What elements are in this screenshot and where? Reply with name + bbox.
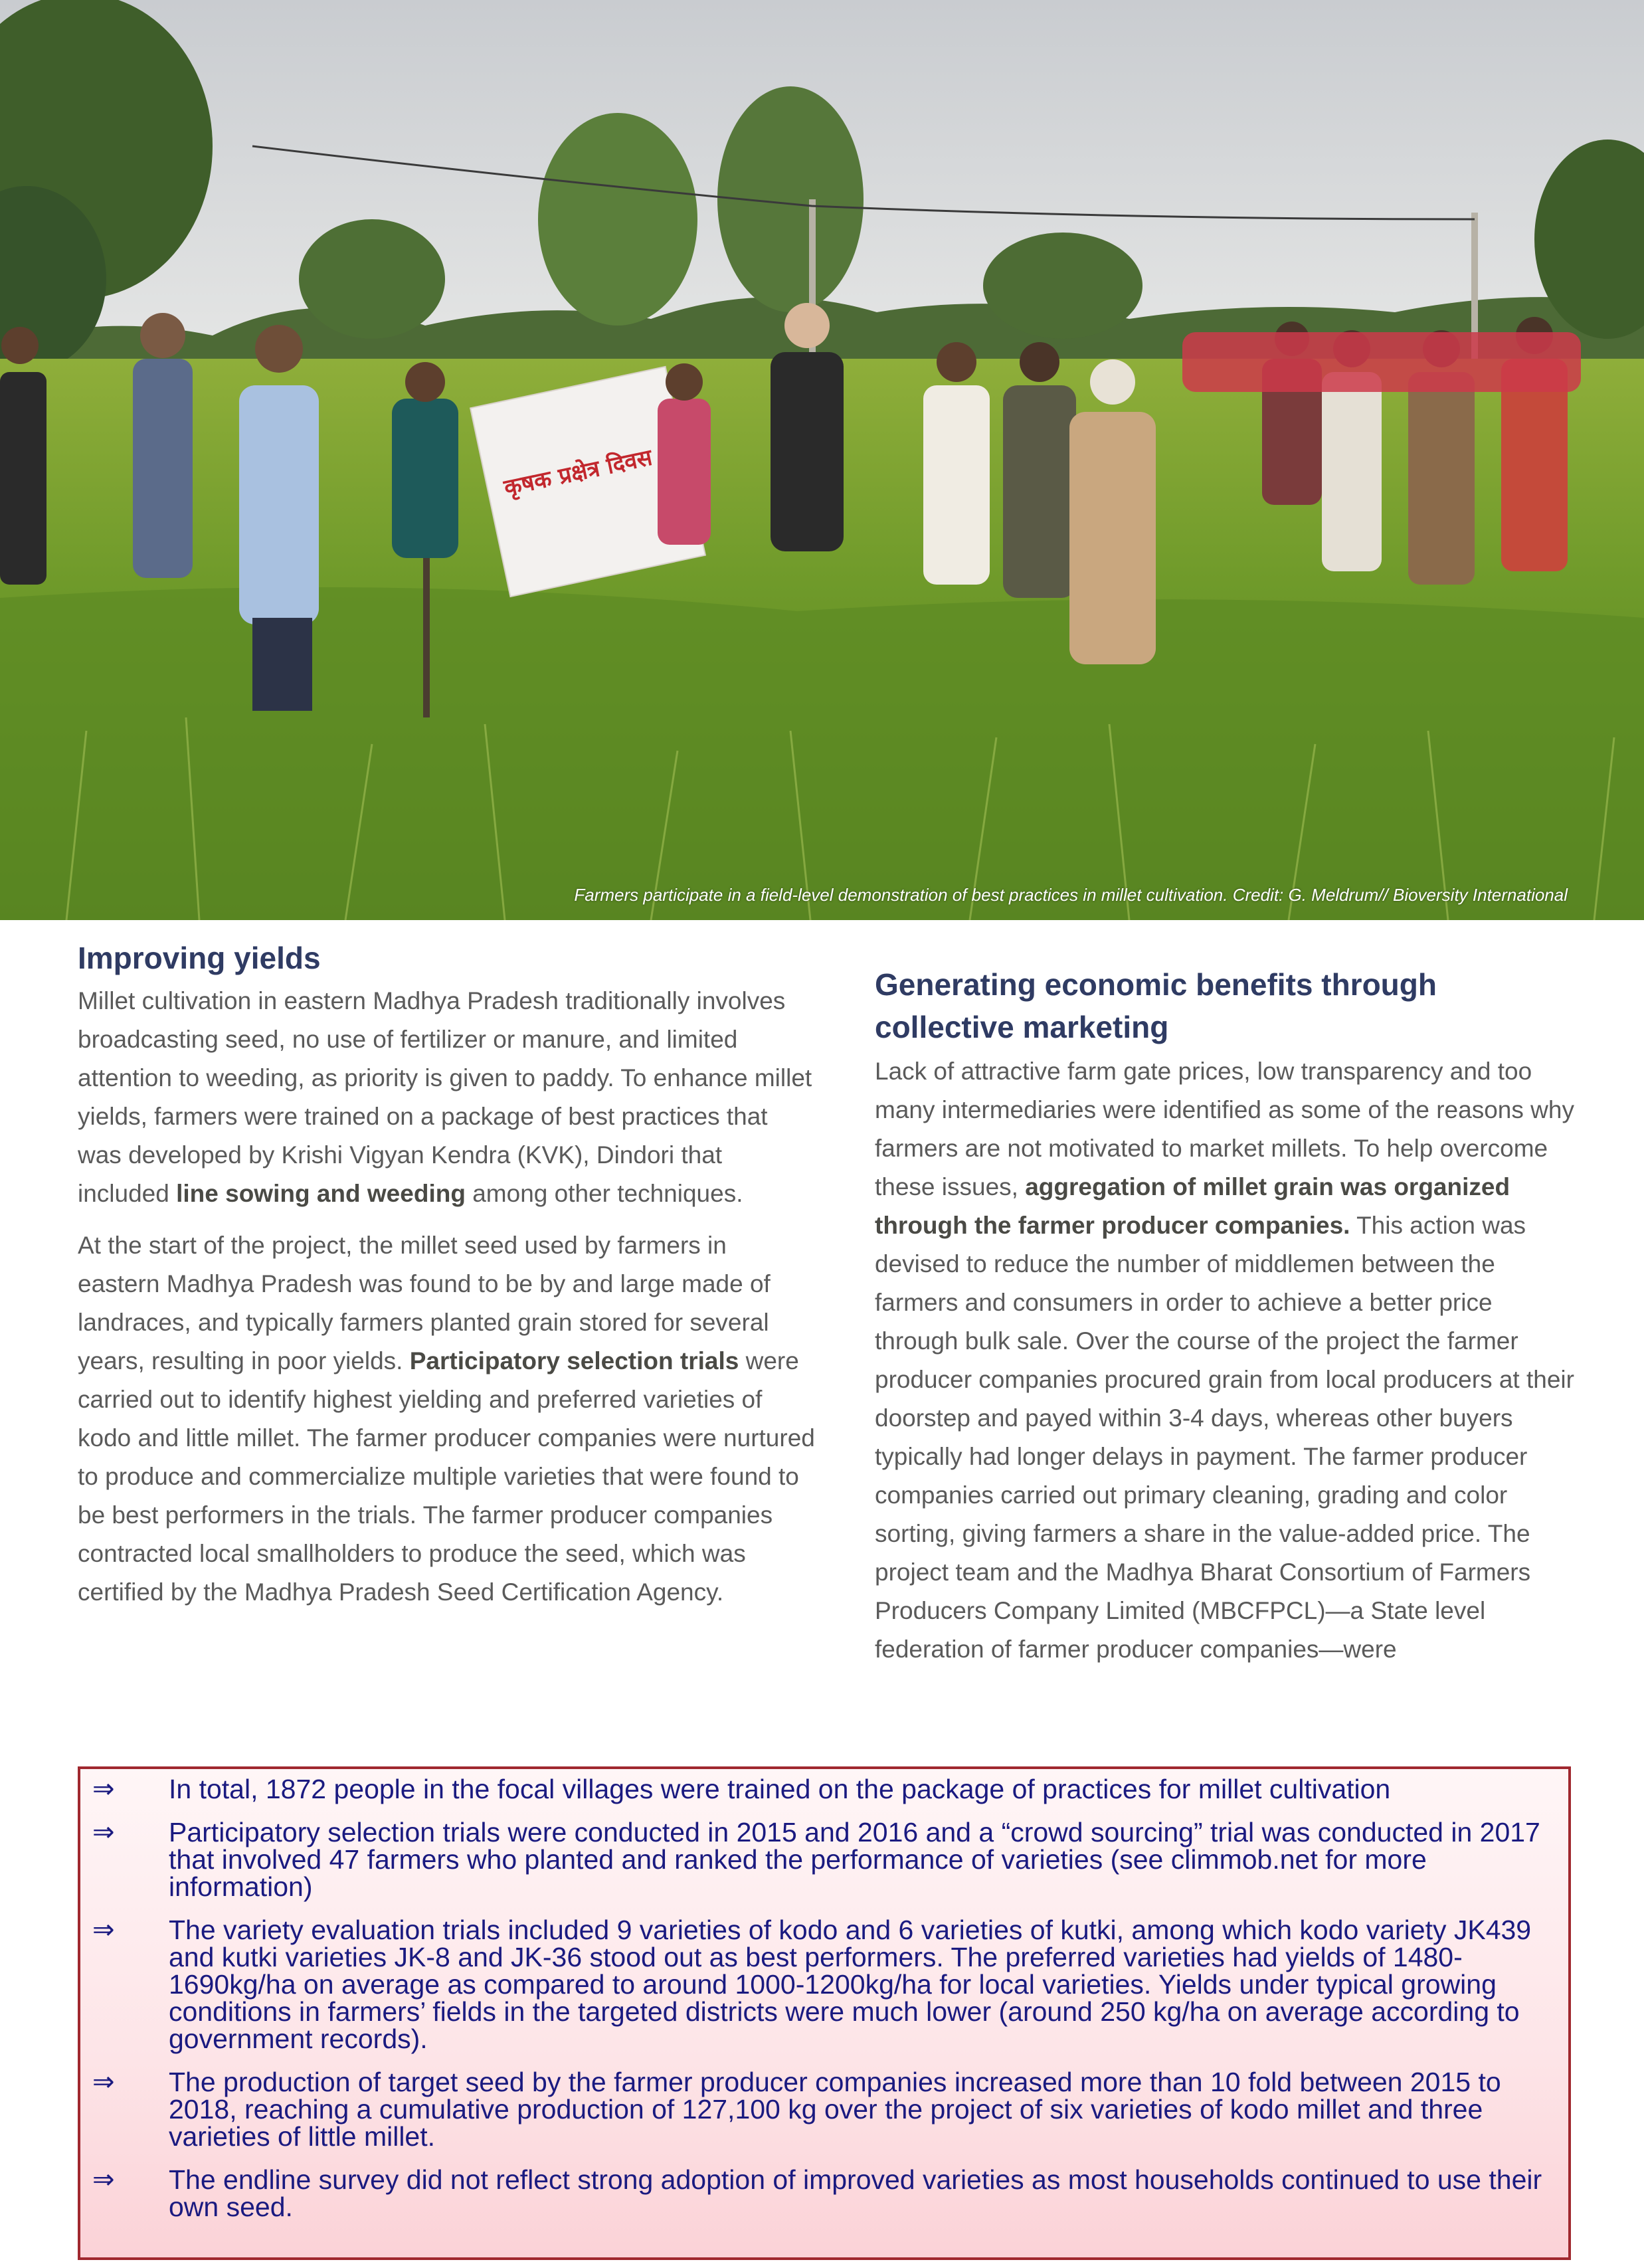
text-run: Millet cultivation in eastern Madhya Pradesh traditionally involves broadcasting seed, no use of fertilizer or manure, and limited attention to weeding, as priority is given to paddy. To enhance millet yields, farmers were trained on a package of best practices that was developed by Krishi Vigyan Kendra (KVK), Dindori that included (78, 987, 812, 1207)
body-paragraph (875, 1052, 1579, 1669)
key-results-list (80, 1776, 1568, 2237)
double-arrow-icon: ⇒ (92, 2067, 115, 2097)
section-heading: Generating economic benefits through collective marketing (875, 967, 1437, 1044)
double-arrow-icon: ⇒ (92, 1774, 115, 1804)
text-run: At the start of the project, the millet seed used by farmers in eastern Madhya Pradesh was found to be by and large made of landraces, and typically farmers planted grain stored for several years, resulting in poor yields. (78, 1232, 771, 1374)
banner-text: कृषक प्रक्षेत्र दिवस (502, 444, 655, 502)
field-demonstration-photo (0, 0, 1644, 920)
body-paragraph (78, 1226, 815, 1612)
photo-caption: Farmers participate in a field-level demonstration of best practices in millet cultivation. Credit: G. Meldrum// Bioversity International (574, 885, 1568, 905)
emphasis-text: aggregation of millet grain was organized through the farmer producer companies. (875, 1173, 1510, 1239)
photo-illustration (0, 0, 1644, 920)
economic-benefits-section (875, 937, 1579, 1669)
key-result-item (80, 2166, 1568, 2221)
key-result-text: Participatory selection trials were conducted in 2015 and 2016 and a “crowd sourcing” trial was conducted in 2017 that involved 47 farmers who planted and ranked the performance of varieties (see climmob.net for more information) (169, 1817, 1540, 1902)
text-run: among other techniques. (465, 1180, 743, 1207)
emphasis-text: Participatory selection trials (409, 1347, 739, 1374)
key-result-item (80, 1917, 1568, 2053)
key-result-text: The production of target seed by the farmer producer companies increased more than 10 fold between 2015 to 2018, reaching a cumulative production of 127,100 kg over the project of six varieties of kodo millet and three varieties of little millet. (169, 2067, 1501, 2152)
section-heading: Improving yields (78, 941, 321, 975)
key-result-text: In total, 1872 people in the focal villages were trained on the package of practices for millet cultivation (169, 1774, 1391, 1804)
key-result-item (80, 2069, 1568, 2150)
text-run: Lack of attractive farm gate prices, low transparency and too many intermediaries were identified as some of the reasons why farmers are not motivated to market millets. To help overcome these issues, (875, 1058, 1574, 1200)
body-paragraph (78, 982, 815, 1213)
key-result-item (80, 1776, 1568, 1803)
key-result-text: The endline survey did not reflect strong adoption of improved varieties as most households continued to use their own seed. (169, 2164, 1542, 2222)
text-run: were carried out to identify highest yielding and preferred varieties of kodo and little millet. The farmer producer companies were nurtured to produce and commercialize multiple varieties that were found to be best performers in the trials. The farmer producer companies contracted local smallholders to produce the seed, which was certified by the Madhya Pradesh Seed Certification Agency. (78, 1347, 815, 1606)
key-result-item (80, 1819, 1568, 1901)
double-arrow-icon: ⇒ (92, 2164, 115, 2195)
double-arrow-icon: ⇒ (92, 1817, 115, 1847)
double-arrow-icon: ⇒ (92, 1915, 115, 1945)
improving-yields-section (78, 937, 815, 1612)
key-results-box (78, 1766, 1571, 2260)
key-result-text: The variety evaluation trials included 9 varieties of kodo and 6 varieties of kutki, among which kodo variety JK439 and kutki varieties JK-8 and JK-36 stood out as best performers. The preferred varieties had yields of 1480-1690kg/ha on average as compared to around 1000-1200kg/ha for local varieties. Yields under typical growing conditions in farmers’ fields in the targeted districts were much lower (around 250 kg/ha on average according to government records). (169, 1915, 1532, 2054)
text-run: This action was devised to reduce the number of middlemen between the farmers and consumers in order to achieve a better price through bulk sale. Over the course of the project the farmer producer companies procured grain from local producers at their doorstep and payed within 3-4 days, whereas other buyers typically had longer delays in payment. The farmer producer companies carried out primary cleaning, grading and color sorting, giving farmers a share in the value-added price. The project team and the Madhya Bharat Consortium of Farmers Producers Company Limited (MBCFPCL)—a State level federation of farmer producer companies—were (875, 1212, 1574, 1663)
emphasis-text: line sowing and weeding (176, 1180, 466, 1207)
